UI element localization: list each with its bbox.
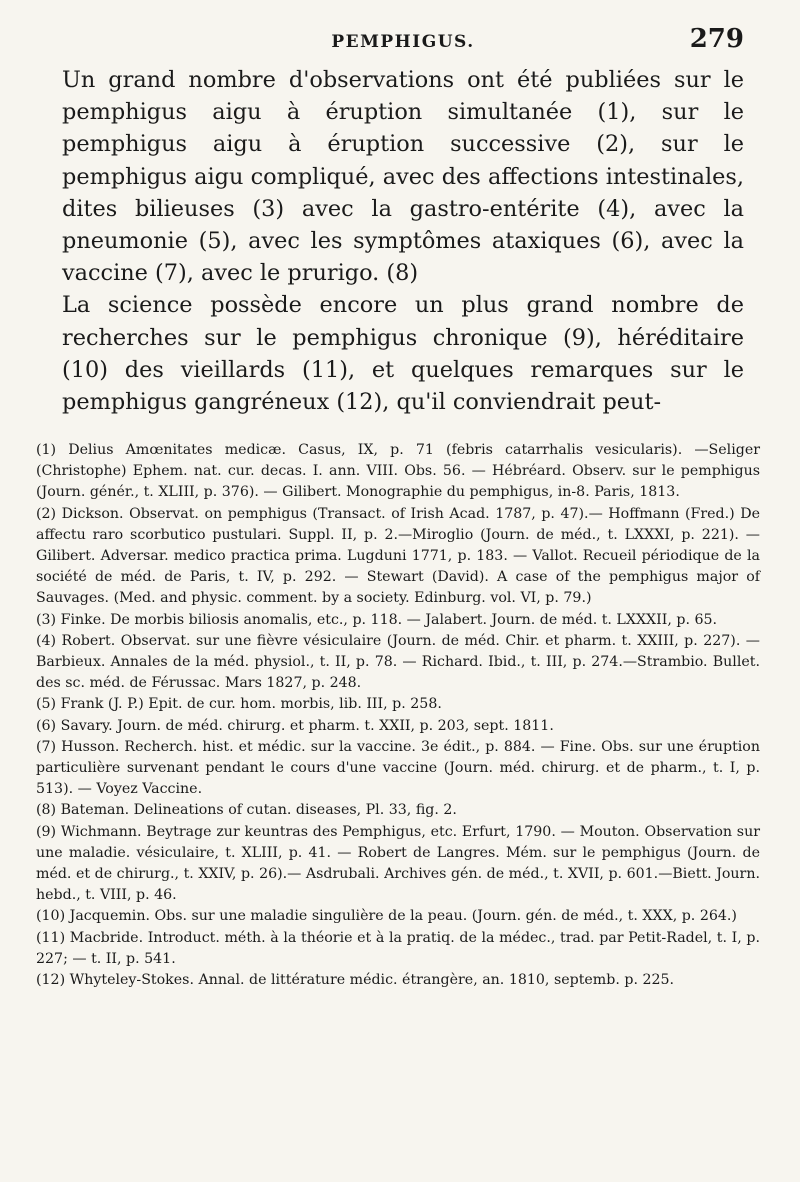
main-text bbox=[62, 64, 744, 418]
footnote-1: (1) Delius Amœnitates medicæ. Casus, IX, p. 71 (febris catarrhalis vesicularis). —Seliger (Christophe) Ephem. nat. cur. decas. I. ann. VIII. Obs. 56. — Hébréard. Observ. sur le pemphigus (Journ. génér., t. XLIII, p. 376). — Gilibert. Monographie du pemphigus, in-8. Paris, 1813. bbox=[36, 442, 760, 501]
footnote-11: (11) Macbride. Introduct. méth. à la théorie et à la pratiq. de la médec., trad. par Petit-Radel, t. I, p. 227; — t. II, p. 541. bbox=[36, 929, 760, 967]
footnote-6: (6) Savary. Journ. de méd. chirurg. et pharm. t. XXII, p. 203, sept. 1811. bbox=[36, 717, 554, 734]
footnote-10: (10) Jacquemin. Obs. sur une maladie singulière de la peau. (Journ. gén. de méd., t. XXX, p. 264.) bbox=[36, 908, 737, 925]
footnote-9: (9) Wichmann. Beytrage zur keuntras des Pemphigus, etc. Erfurt, 1790. — Mouton. Observation sur une maladie. vésiculaire, t. XLIII, p. 41. — Robert de Langres. Mém. sur le pemphigus (Journ. de méd. et de chirurg., t. XXIV, p. 26).— Asdrubali. Archives gén. de méd., t. XVII, p. 601.—Biett. Journ. hebd., t. VIII, p. 46. bbox=[36, 823, 760, 904]
footnote-5: (5) Frank (J. P.) Epit. de cur. hom. morbis, lib. III, p. 258. bbox=[36, 696, 442, 713]
paragraph-1: Un grand nombre d'observations ont été publiées sur le pemphigus aigu à éruption simultanée (1), sur le pemphigus aigu à éruption successive (2), sur le pemphigus aigu compliqué, avec des affections intestinales, dites bilieuses (3) avec la gastro-entérite (4), avec la pneumonie (5), avec les symptômes ataxiques (6), avec la vaccine (7), avec le prurigo. (8) bbox=[62, 67, 744, 287]
page-header bbox=[62, 24, 744, 60]
running-head: PEMPHIGUS. bbox=[331, 32, 475, 52]
footnote-7: (7) Husson. Recherch. hist. et médic. sur la vaccine. 3e édit., p. 884. — Fine. Obs. sur une éruption particulière survenant pendant le cours d'une vaccine (Journ. méd. chirurg. et de pharm., t. I, p. 513). — Voyez Vaccine. bbox=[36, 738, 760, 798]
footnote-3: (3) Finke. De morbis biliosis anomalis, etc., p. 118. — Jalabert. Journ. de méd. t. LXXXII, p. 65. bbox=[36, 611, 718, 628]
page-number: 279 bbox=[689, 24, 744, 54]
footnote-2: (2) Dickson. Observat. on pemphigus (Transact. of Irish Acad. 1787, p. 47).— Hoffmann (Fred.) De affectu raro scorbutico pustulari. Suppl. II, p. 2.—Miroglio (Journ. de méd., t. LXXXI, p. 221). — Gilibert. Adversar. medico practica prima. Lugduni 1771, p. 183. — Vallot. Recueil périodique de la société de méd. de Paris, t. IV, p. 292. — Stewart (David). A case of the pemphigus major of Sauvages. (Med. and physic. comment. by a society. Edinburg. vol. VI, p. 79.) bbox=[36, 505, 760, 607]
footnotes bbox=[36, 440, 760, 991]
footnote-8: (8) Bateman. Delineations of cutan. diseases, Pl. 33, fig. 2. bbox=[36, 802, 457, 819]
footnote-4: (4) Robert. Observat. sur une fièvre vésiculaire (Journ. de méd. Chir. et pharm. t. XXIII, p. 227). — Barbieux. Annales de la méd. physiol., t. II, p. 78. — Richard. Ibid., t. III, p. 274.—Strambio. Bullet. des sc. méd. de Férussac. Mars 1827, p. 248. bbox=[36, 632, 760, 692]
footnote-12: (12) Whyteley-Stokes. Annal. de littérature médic. étrangère, an. 1810, septemb. p. 225. bbox=[36, 972, 675, 989]
paragraph-2: La science possède encore un plus grand nombre de recherches sur le pemphigus chronique (9), héréditaire (10) des vieillards (11), et quelques remarques sur le pemphigus gangréneux (12), qu'il conviendrait peut- bbox=[62, 292, 744, 416]
